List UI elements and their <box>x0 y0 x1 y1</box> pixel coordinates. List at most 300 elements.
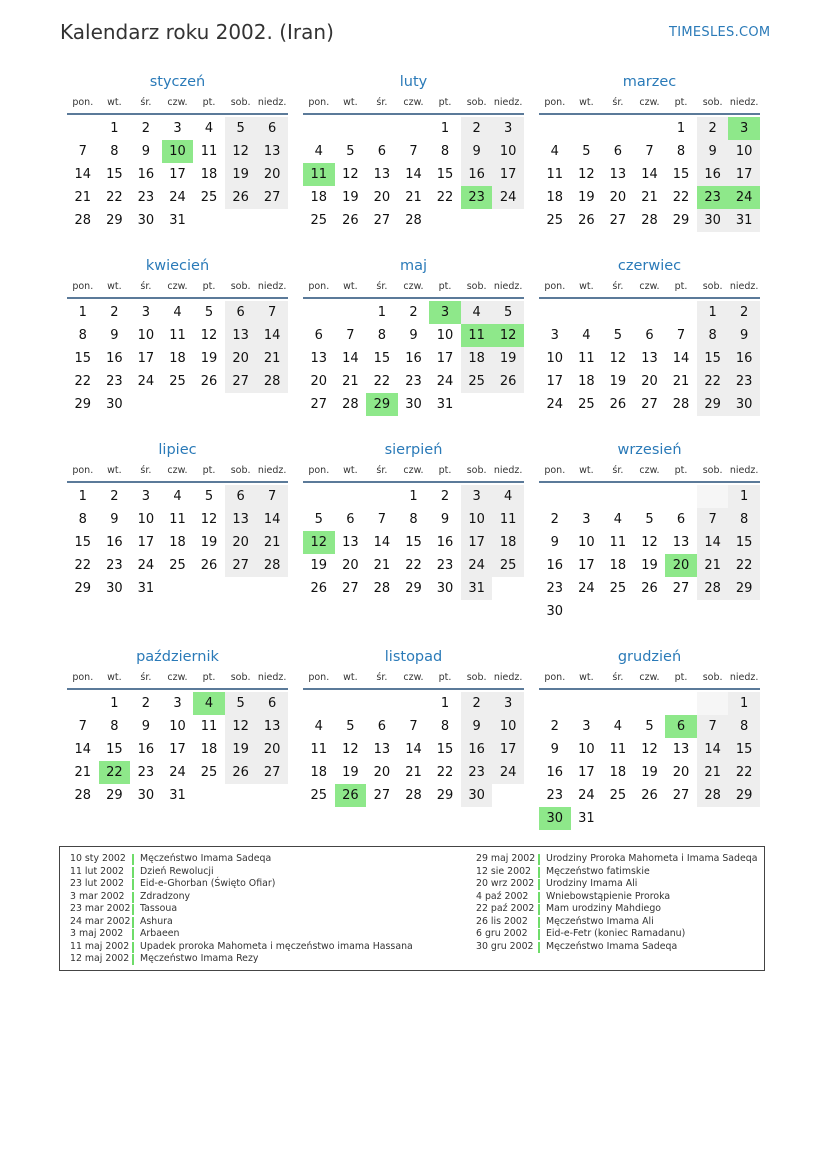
day-cell: 11 <box>609 535 627 550</box>
day-cell: 28 <box>256 554 288 577</box>
empty-cell <box>335 301 367 324</box>
empty-cell <box>335 117 367 140</box>
day-cell: 14 <box>373 535 391 550</box>
day-cell: 4 <box>613 512 623 527</box>
weekday-header <box>539 280 760 299</box>
weekday-label: pt. <box>202 672 216 683</box>
month-block <box>67 440 288 600</box>
legend-holiday-name: Ashura <box>140 915 173 927</box>
day-cell: 5 <box>225 692 257 715</box>
empty-cell <box>634 301 666 324</box>
day-cell: 31 <box>137 581 155 596</box>
month-block <box>539 256 760 416</box>
day-cell: 6 <box>256 692 288 715</box>
weekday-label: niedz. <box>257 281 287 292</box>
day-cell: 11 <box>546 167 564 182</box>
day-cell: 4 <box>461 301 493 324</box>
holiday-marker <box>132 917 134 928</box>
day-cell: 2 <box>697 117 729 140</box>
day-cell: 30 <box>436 581 454 596</box>
day-cell: 13 <box>672 742 690 757</box>
weekday-label: wt. <box>107 672 122 683</box>
day-cell: 17 <box>169 167 186 182</box>
empty-cell <box>697 485 729 508</box>
day-cell: 13 <box>256 140 288 163</box>
day-cell: 29 <box>436 788 454 803</box>
day-cell: 27 <box>672 788 690 803</box>
day-cell: 10 <box>492 715 524 738</box>
day-cell: 30 <box>461 784 493 807</box>
weekday-header <box>67 464 288 483</box>
day-cell: 16 <box>461 163 493 186</box>
day-cell: 17 <box>461 531 493 554</box>
legend-date: 23 lut 2002 <box>70 878 124 889</box>
day-cell: 14 <box>697 738 729 761</box>
weekday-label: niedz. <box>493 281 523 292</box>
holiday-marker <box>538 942 540 953</box>
day-cell: 21 <box>256 347 288 370</box>
day-cell: 30 <box>137 788 155 803</box>
day-cell: 19 <box>641 765 658 780</box>
weekday-header <box>303 96 524 115</box>
day-cell: 12 <box>225 715 257 738</box>
day-cell: 17 <box>728 163 760 186</box>
day-cell: 9 <box>728 324 760 347</box>
empty-cell <box>571 485 603 508</box>
holiday-marker <box>538 917 540 928</box>
holiday-marker <box>132 942 134 953</box>
weekday-label: pon. <box>308 281 330 292</box>
weekday-label: pon. <box>544 281 566 292</box>
day-cell: 27 <box>225 554 257 577</box>
day-cell: 19 <box>492 347 524 370</box>
day-cell: 13 <box>310 351 328 366</box>
day-cell: 30 <box>405 397 422 412</box>
day-cell: 3 <box>461 485 493 508</box>
day-cell: 4 <box>173 489 182 504</box>
empty-cell <box>602 117 634 140</box>
day-cell: 1 <box>110 696 119 711</box>
weekday-label: wt. <box>343 97 358 108</box>
empty-cell <box>634 117 666 140</box>
weekday-label: czw. <box>639 281 660 292</box>
day-cell: 17 <box>578 765 595 780</box>
weekday-label: czw. <box>167 281 188 292</box>
weekday-label: wt. <box>343 465 358 476</box>
weekday-label: pt. <box>202 465 216 476</box>
day-cell: 13 <box>373 167 391 182</box>
day-cell: 12 <box>578 167 595 182</box>
day-cell: 1 <box>78 489 87 504</box>
day-cell: 13 <box>641 351 658 366</box>
day-cell: 26 <box>641 788 658 803</box>
day-cell: 23 <box>546 788 564 803</box>
weekday-label: wt. <box>107 281 122 292</box>
day-cell: 6 <box>665 715 697 738</box>
day-cell: 22 <box>74 558 92 573</box>
day-cell: 31 <box>728 209 760 232</box>
weekday-header <box>67 671 288 690</box>
day-cell: 26 <box>225 761 257 784</box>
holiday-marker <box>132 904 134 915</box>
day-cell: 11 <box>310 742 328 757</box>
day-cell: 23 <box>436 558 454 573</box>
day-cell: 15 <box>436 167 454 182</box>
day-cell: 12 <box>641 742 658 757</box>
legend-row <box>476 928 757 941</box>
day-cell: 15 <box>405 535 422 550</box>
day-cell: 15 <box>74 351 92 366</box>
day-cell: 18 <box>578 374 595 389</box>
day-cell: 20 <box>342 558 359 573</box>
empty-cell <box>539 301 571 324</box>
weekday-label: wt. <box>343 281 358 292</box>
day-cell: 8 <box>110 144 119 159</box>
day-cell: 7 <box>377 512 387 527</box>
holiday-marker <box>132 854 134 865</box>
day-cell: 14 <box>256 324 288 347</box>
day-cell: 8 <box>110 719 119 734</box>
day-cell: 9 <box>141 144 151 159</box>
day-cell: 22 <box>697 370 729 393</box>
day-cell: 18 <box>609 558 627 573</box>
day-cell: 5 <box>346 719 355 734</box>
day-grid <box>303 301 524 416</box>
day-cell: 21 <box>641 190 658 205</box>
day-cell: 8 <box>728 508 760 531</box>
legend-holiday-name: Męczeństwo Imama Ali <box>546 915 654 927</box>
day-cell: 8 <box>728 715 760 738</box>
day-cell: 5 <box>225 117 257 140</box>
day-cell: 11 <box>578 351 595 366</box>
day-cell: 2 <box>141 696 151 711</box>
brand-link[interactable]: TIMESLES.COM <box>669 25 771 40</box>
day-cell: 10 <box>578 535 595 550</box>
day-cell: 19 <box>342 190 359 205</box>
day-cell: 25 <box>310 213 328 228</box>
weekday-label: wt. <box>343 672 358 683</box>
day-cell: 21 <box>74 190 92 205</box>
day-cell: 25 <box>609 788 627 803</box>
month-name: wrzesień <box>617 442 682 458</box>
day-cell: 13 <box>225 324 257 347</box>
day-cell: 15 <box>728 738 760 761</box>
day-cell: 25 <box>546 213 564 228</box>
day-cell: 22 <box>436 765 454 780</box>
empty-cell <box>602 692 634 715</box>
empty-cell <box>665 692 697 715</box>
day-cell: 20 <box>225 347 257 370</box>
legend-date: 3 maj 2002 <box>70 928 124 939</box>
day-cell: 16 <box>106 351 123 366</box>
legend-row <box>476 903 757 916</box>
legend-date: 6 gru 2002 <box>476 928 528 939</box>
weekday-label: sob. <box>466 97 487 108</box>
weekday-label: sob. <box>230 672 251 683</box>
weekday-label: pon. <box>72 97 94 108</box>
day-cell: 23 <box>461 186 493 209</box>
month-name: październik <box>136 649 219 665</box>
day-cell: 17 <box>169 742 186 757</box>
weekday-label: śr. <box>376 672 388 683</box>
day-cell: 2 <box>440 489 450 504</box>
day-cell: 5 <box>314 512 323 527</box>
legend-holiday-name: Eid-e-Fetr (koniec Ramadanu) <box>546 928 686 939</box>
day-cell: 10 <box>492 140 524 163</box>
legend-column-left <box>70 853 413 966</box>
empty-cell <box>67 692 99 715</box>
day-cell: 6 <box>225 301 257 324</box>
empty-cell <box>335 485 367 508</box>
day-cell: 11 <box>200 719 218 734</box>
day-cell: 3 <box>141 305 151 320</box>
legend-row <box>476 866 757 879</box>
weekday-label: pon. <box>308 465 330 476</box>
empty-cell <box>335 692 367 715</box>
day-cell: 23 <box>106 374 123 389</box>
day-cell: 14 <box>697 531 729 554</box>
day-cell: 28 <box>641 213 658 228</box>
weekday-label: czw. <box>167 672 188 683</box>
day-cell: 27 <box>609 213 627 228</box>
day-cell: 23 <box>137 765 155 780</box>
empty-cell <box>571 692 603 715</box>
empty-cell <box>67 117 99 140</box>
legend-date: 12 sie 2002 <box>476 865 532 877</box>
day-cell: 30 <box>137 213 155 228</box>
weekday-label: sob. <box>230 465 251 476</box>
month-name: listopad <box>384 649 443 665</box>
weekday-label: niedz. <box>729 465 759 476</box>
empty-cell <box>366 117 398 140</box>
legend-row <box>476 941 757 954</box>
day-cell: 4 <box>193 692 225 715</box>
legend-holiday-name: Wniebowstąpienie Proroka <box>546 890 671 902</box>
holiday-legend <box>59 846 765 971</box>
day-cell: 18 <box>546 190 564 205</box>
legend-row <box>70 878 413 891</box>
day-cell: 11 <box>200 144 218 159</box>
day-cell: 7 <box>78 719 87 734</box>
weekday-label: niedz. <box>257 97 287 108</box>
day-cell: 22 <box>672 190 690 205</box>
day-cell: 16 <box>137 742 155 757</box>
day-cell: 23 <box>461 761 493 784</box>
month-name: luty <box>399 74 428 90</box>
holiday-marker <box>538 904 540 915</box>
day-cell: 10 <box>728 140 760 163</box>
day-cell: 20 <box>373 190 391 205</box>
day-cell: 9 <box>461 140 493 163</box>
day-cell: 7 <box>256 301 288 324</box>
day-grid <box>539 301 760 416</box>
legend-row <box>476 853 757 866</box>
day-cell: 1 <box>440 696 450 711</box>
holiday-marker <box>132 929 134 940</box>
weekday-label: wt. <box>579 97 594 108</box>
empty-cell <box>398 117 430 140</box>
day-cell: 15 <box>672 167 690 182</box>
day-cell: 31 <box>578 811 595 826</box>
day-cell: 29 <box>697 393 729 416</box>
weekday-label: pt. <box>674 672 688 683</box>
day-cell: 7 <box>409 719 418 734</box>
day-cell: 28 <box>256 370 288 393</box>
day-cell: 28 <box>672 397 690 412</box>
weekday-label: śr. <box>612 281 624 292</box>
day-cell: 15 <box>106 167 123 182</box>
day-cell: 3 <box>550 328 559 343</box>
empty-cell <box>303 301 335 324</box>
day-cell: 9 <box>440 512 450 527</box>
day-cell: 10 <box>461 508 493 531</box>
day-cell: 23 <box>697 186 729 209</box>
legend-date: 20 wrz 2002 <box>476 878 535 889</box>
day-cell: 21 <box>74 765 92 780</box>
day-cell: 18 <box>169 535 186 550</box>
day-cell: 10 <box>578 742 595 757</box>
day-cell: 29 <box>106 213 123 228</box>
month-block <box>67 647 288 807</box>
day-cell: 19 <box>200 535 218 550</box>
day-cell: 11 <box>169 512 186 527</box>
day-cell: 29 <box>405 581 422 596</box>
day-cell: 28 <box>342 397 359 412</box>
empty-cell <box>602 485 634 508</box>
day-cell: 26 <box>200 374 218 389</box>
day-cell: 1 <box>697 301 729 324</box>
day-cell: 12 <box>200 512 218 527</box>
day-cell: 20 <box>665 554 697 577</box>
weekday-label: śr. <box>140 465 152 476</box>
day-cell: 13 <box>225 508 257 531</box>
day-cell: 23 <box>728 370 760 393</box>
day-cell: 10 <box>169 719 186 734</box>
weekday-label: śr. <box>140 97 152 108</box>
legend-holiday-name: Męczeństwo Imama Rezy <box>140 953 259 964</box>
month-name: styczeń <box>149 74 206 90</box>
day-cell: 9 <box>141 719 151 734</box>
weekday-label: pt. <box>674 97 688 108</box>
weekday-label: czw. <box>403 97 424 108</box>
holiday-marker <box>538 929 540 940</box>
day-cell: 28 <box>74 788 92 803</box>
holiday-marker <box>132 867 134 878</box>
weekday-header <box>539 464 760 483</box>
day-cell: 23 <box>106 558 123 573</box>
weekday-label: niedz. <box>257 672 287 683</box>
day-cell: 31 <box>169 213 186 228</box>
day-cell: 3 <box>173 696 182 711</box>
weekday-label: niedz. <box>493 97 523 108</box>
month-name: maj <box>399 258 428 274</box>
day-cell: 29 <box>672 213 690 228</box>
day-cell: 17 <box>137 535 155 550</box>
day-cell: 19 <box>609 374 627 389</box>
day-cell: 20 <box>256 163 288 186</box>
day-cell: 24 <box>546 397 564 412</box>
weekday-label: czw. <box>639 672 660 683</box>
day-cell: 14 <box>74 742 92 757</box>
day-cell: 5 <box>492 301 524 324</box>
month-name: kwiecień <box>145 258 210 274</box>
weekday-header <box>539 671 760 690</box>
day-cell: 16 <box>697 163 729 186</box>
day-grid <box>303 117 524 232</box>
day-cell: 26 <box>609 397 627 412</box>
day-cell: 4 <box>173 305 182 320</box>
weekday-label: czw. <box>403 281 424 292</box>
day-cell: 1 <box>377 305 387 320</box>
weekday-label: wt. <box>107 465 122 476</box>
day-cell: 1 <box>110 121 119 136</box>
legend-date: 4 paź 2002 <box>476 890 529 902</box>
month-block <box>67 72 288 232</box>
legend-date: 30 gru 2002 <box>476 940 534 952</box>
legend-row <box>70 953 413 966</box>
day-cell: 12 <box>609 351 627 366</box>
day-grid <box>539 117 760 232</box>
day-cell: 14 <box>342 351 359 366</box>
day-cell: 1 <box>409 489 418 504</box>
empty-cell <box>571 301 603 324</box>
day-cell: 18 <box>492 531 524 554</box>
day-cell: 9 <box>461 715 493 738</box>
day-cell: 25 <box>609 581 627 596</box>
day-cell: 17 <box>546 374 564 389</box>
day-cell: 22 <box>106 190 123 205</box>
day-cell: 8 <box>440 719 450 734</box>
weekday-header <box>303 671 524 690</box>
day-cell: 3 <box>582 719 591 734</box>
legend-holiday-name: Eid-e-Ghorban (Święto Ofiar) <box>140 878 276 889</box>
day-cell: 25 <box>492 554 524 577</box>
empty-cell <box>665 485 697 508</box>
day-cell: 13 <box>672 535 690 550</box>
day-cell: 14 <box>74 167 92 182</box>
day-grid <box>539 692 760 830</box>
weekday-label: niedz. <box>493 672 523 683</box>
legend-row <box>476 916 757 929</box>
day-cell: 3 <box>173 121 182 136</box>
day-cell: 22 <box>436 190 454 205</box>
day-cell: 17 <box>492 738 524 761</box>
day-cell: 28 <box>405 213 422 228</box>
day-cell: 6 <box>613 144 623 159</box>
day-cell: 1 <box>440 121 450 136</box>
day-cell: 21 <box>373 558 391 573</box>
month-block <box>67 256 288 416</box>
day-cell: 4 <box>550 144 559 159</box>
legend-date: 11 maj 2002 <box>70 940 130 952</box>
day-cell: 27 <box>373 788 391 803</box>
weekday-label: wt. <box>579 281 594 292</box>
day-cell: 20 <box>641 374 658 389</box>
legend-column-right <box>476 853 757 953</box>
day-cell: 24 <box>461 554 493 577</box>
month-block <box>539 647 760 830</box>
day-cell: 4 <box>582 328 591 343</box>
day-cell: 10 <box>162 140 194 163</box>
weekday-label: czw. <box>403 465 424 476</box>
day-cell: 20 <box>225 531 257 554</box>
day-cell: 3 <box>582 512 591 527</box>
weekday-header <box>539 96 760 115</box>
day-cell: 4 <box>314 144 323 159</box>
day-cell: 6 <box>676 512 686 527</box>
day-cell: 19 <box>310 558 328 573</box>
day-cell: 28 <box>74 213 92 228</box>
